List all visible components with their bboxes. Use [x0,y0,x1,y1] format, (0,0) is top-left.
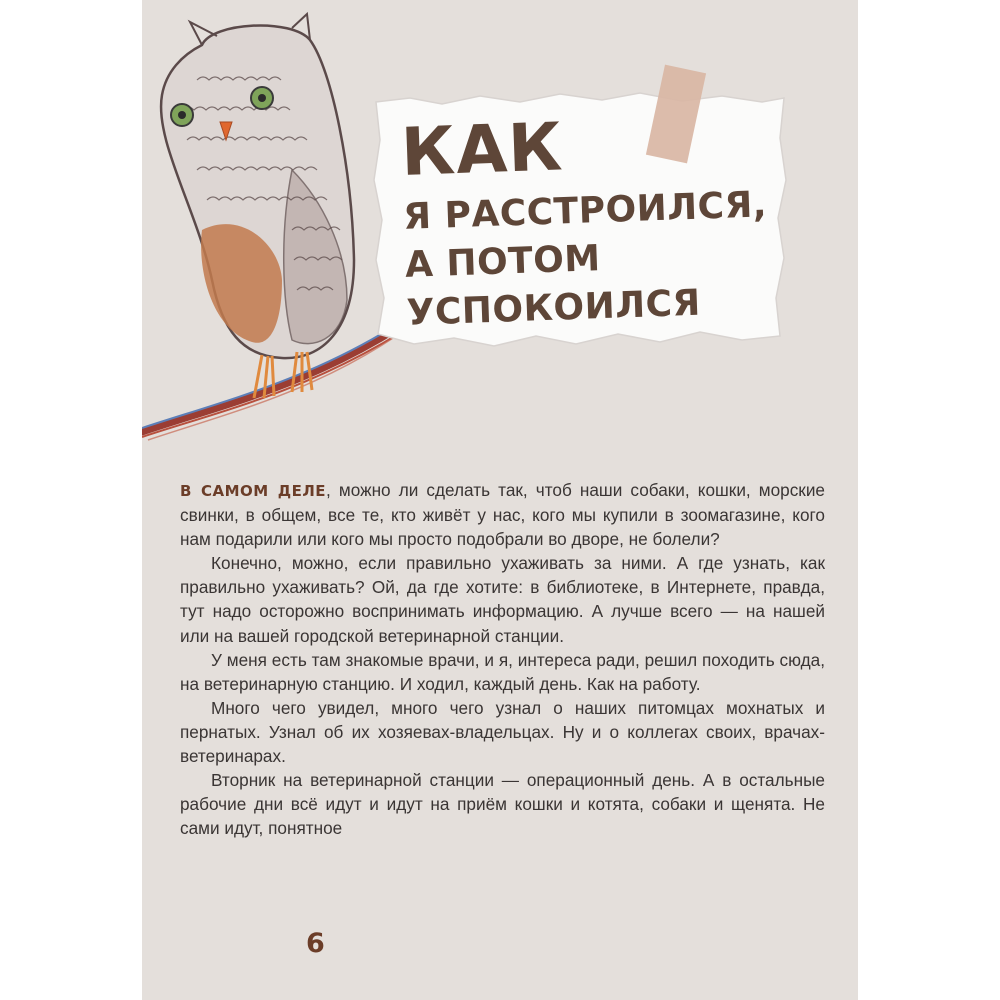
title-word-kak: КАК [399,108,565,191]
title-line-2: А ПОТОМ [404,238,602,286]
lead-in: В САМОМ ДЕЛЕ [180,482,327,500]
chapter-body [180,478,825,840]
title-line-1: Я РАССТРОИЛСЯ, [402,184,768,238]
chapter-title [400,107,787,338]
paragraph-1-text: , можно ли сделать так, чтоб наши собаки, кошки, морские свинки, в общем, все те, кто живёт у нас, кого мы купили в зоомагазине, кого нам подарили или кого мы просто подобрали во дворе, не болели? [180,480,825,550]
paragraph-5: Вторник на ветеринарной станции — операционный день. А в остальные рабочие дни всё идут и идут на приём кошки и котята, собаки и щенята. Не сами идут, понятное [180,770,825,839]
paragraph-2: Конечно, можно, если правильно ухаживать за ними. А где узнать, как правильно ухаживать? Ой, да где хотите: в библиотеке, в Интернете, правда, тут надо осторожно воспринимать информацию. А лучше всего — на нашей или на вашей городской ветеринарной станции. [180,553,825,646]
book-page [142,0,858,1000]
page-number: 6 [306,928,325,959]
owl-drawing [161,14,354,398]
paragraph-1 [180,478,825,551]
title-line-3: УСПОКОИЛСЯ [406,282,702,334]
paragraph-4: Много чего увидел, много чего узнал о наших питомцах мохнатых и пернатых. Узнал об их хозяевах-владельцах. Ну и о коллегах своих, врачах-ветеринарах. [180,697,825,767]
paragraph-3: У меня есть там знакомые врачи, и я, интереса ради, решил походить сюда, на ветеринарную станцию. И ходил, каждый день. Как на работу. [180,649,825,694]
